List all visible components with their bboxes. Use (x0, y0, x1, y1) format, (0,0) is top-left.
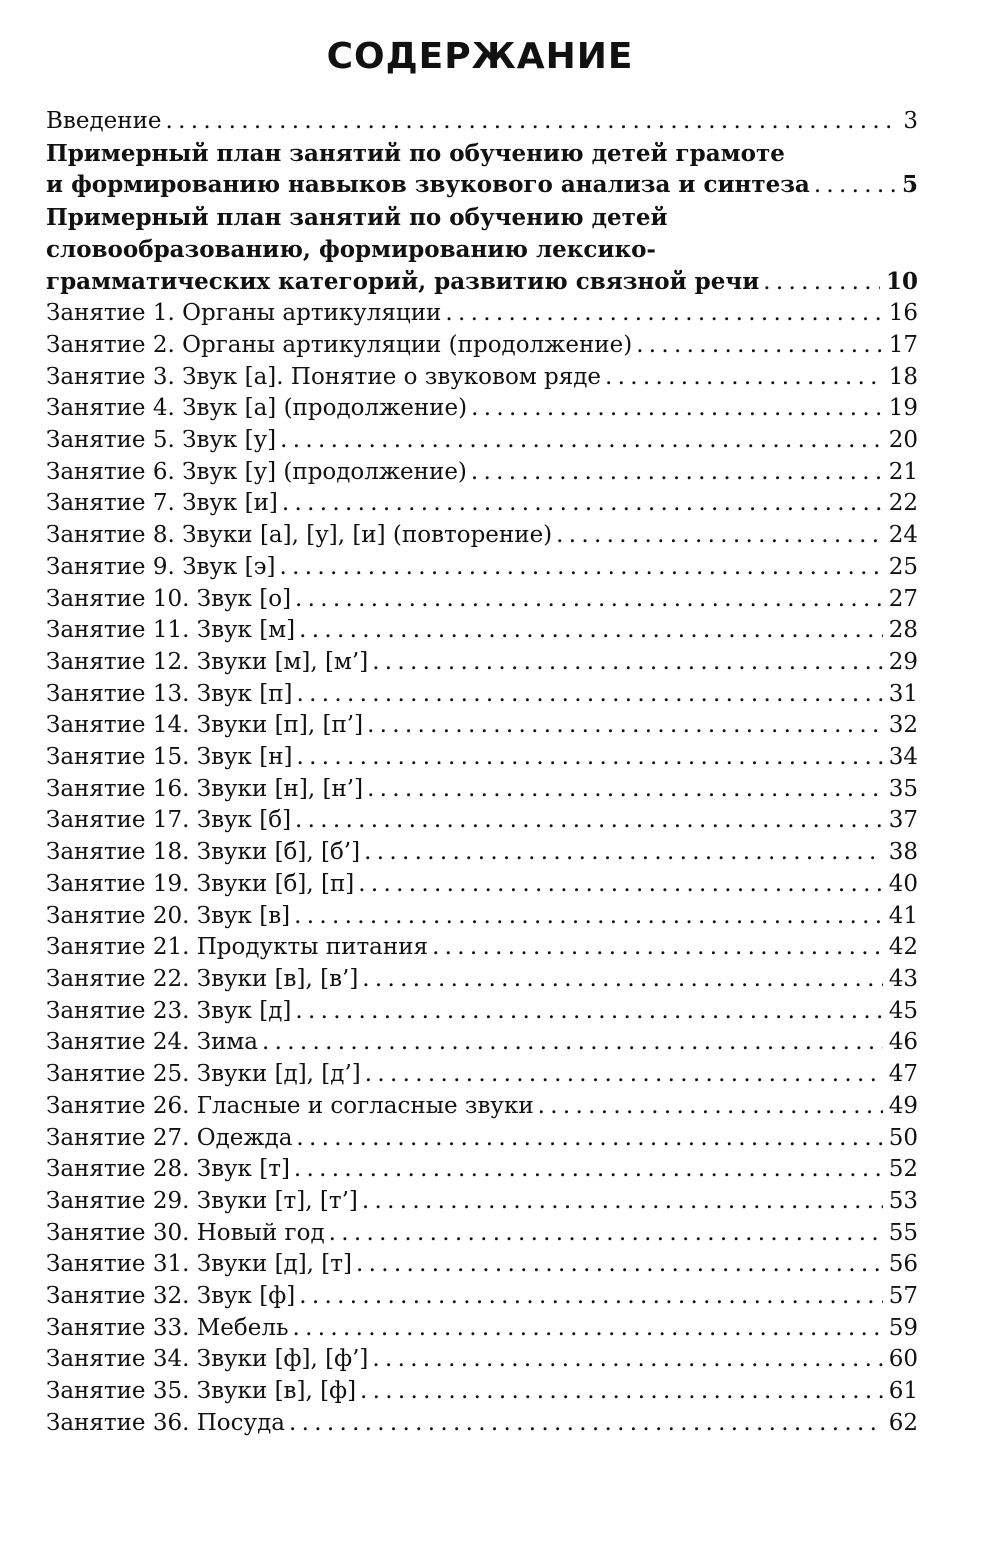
toc-entry-lesson[interactable] (46, 1027, 918, 1059)
toc-entry-lesson[interactable] (46, 805, 918, 837)
toc-entry-text: Занятие 30. Новый год (46, 1219, 325, 1246)
dot-leader (297, 679, 883, 711)
toc-entry-lesson[interactable] (46, 362, 918, 394)
toc-entry-text: Занятие 5. Звук [у] (46, 427, 277, 454)
toc-entry-text: Занятие 2. Органы артикуляции (продолжение) (46, 331, 633, 358)
toc-page-number: 3 (903, 108, 918, 134)
toc-entry-lesson[interactable] (46, 710, 918, 742)
dot-leader (445, 298, 882, 330)
toc-entry-text: Занятие 17. Звук [б] (46, 807, 292, 834)
toc-entry-text: и формированию навыков звукового анализа и синтеза (46, 171, 810, 199)
dot-leader (364, 837, 883, 869)
dot-leader (365, 1059, 883, 1091)
toc-entry-text: Занятие 8. Звуки [а], [у], [и] (повторение) (46, 522, 553, 549)
toc-page-number: 56 (888, 1251, 918, 1278)
dot-leader (556, 520, 883, 552)
toc-page-number: 20 (888, 427, 918, 454)
toc-entry-text: Занятие 32. Звук [ф] (46, 1283, 296, 1310)
toc-page-number: 53 (888, 1187, 918, 1214)
toc-entry-lesson[interactable] (46, 1154, 918, 1186)
toc-entry-text: Занятие 31. Звуки [д], [т] (46, 1251, 352, 1278)
toc-entry-text: Занятие 3. Звук [а]. Понятие о звуковом ряде (46, 363, 602, 390)
toc-entry-lesson[interactable] (46, 1344, 918, 1376)
toc-entry-lesson[interactable] (46, 774, 918, 806)
toc-page-number: 28 (888, 617, 918, 644)
toc-entry-intro[interactable] (46, 106, 918, 138)
toc-entry-text: Занятие 24. Зима (46, 1029, 259, 1056)
dot-leader (296, 1123, 882, 1155)
toc-page-number: 10 (885, 267, 918, 295)
toc-page-number: 17 (888, 331, 918, 358)
toc-page-number: 37 (888, 807, 918, 834)
page-title: СОДЕРЖАНИЕ (326, 36, 634, 77)
toc-page-number: 29 (888, 648, 918, 675)
toc-entry-text: Занятие 20. Звук [в] (46, 902, 291, 929)
toc-entry-lesson[interactable] (46, 1249, 918, 1281)
toc-entry-lesson[interactable] (46, 425, 918, 457)
dot-leader (329, 1218, 883, 1250)
toc-entry-text: Занятие 15. Звук [н] (46, 744, 293, 771)
toc-entry-text: Занятие 11. Звук [м] (46, 617, 296, 644)
toc-entry-lesson[interactable] (46, 837, 918, 869)
toc-entry-lesson[interactable] (46, 1186, 918, 1218)
dot-leader (280, 425, 883, 457)
toc-page-number: 18 (888, 363, 918, 390)
toc-entry-lesson[interactable] (46, 298, 918, 330)
dot-leader (372, 1344, 882, 1376)
dot-leader (538, 1091, 883, 1123)
toc-entry-lesson[interactable] (46, 1408, 918, 1440)
dot-leader (295, 805, 883, 837)
toc-entry-text: Занятие 14. Звуки [п], [п’] (46, 712, 364, 739)
toc-entry-plan2-line1[interactable]: Примерный план занятий по обучению детей (46, 204, 668, 232)
toc-entry-plan1[interactable] (46, 169, 918, 202)
toc-entry-text: Занятие 27. Одежда (46, 1124, 293, 1151)
toc-page-number: 16 (888, 300, 918, 327)
toc-page-number: 41 (888, 902, 918, 929)
toc-entry-lesson[interactable] (46, 393, 918, 425)
dot-leader (367, 774, 883, 806)
toc-entry-text: Введение (46, 108, 162, 134)
toc-entry-text: Занятие 1. Органы артикуляции (46, 300, 442, 327)
toc-entry-plan2[interactable] (46, 266, 918, 299)
toc-page-number: 42 (888, 934, 918, 961)
dot-leader (763, 267, 880, 299)
toc-entry-text: Занятие 6. Звук [у] (продолжение) (46, 458, 467, 485)
toc-entry-text: Занятие 28. Звук [т] (46, 1156, 290, 1183)
toc-entry-plan2-line2[interactable]: словообразованию, формированию лексико- (46, 235, 656, 263)
dot-leader (166, 106, 898, 138)
toc-page-number: 24 (888, 522, 918, 549)
dot-leader (432, 932, 883, 964)
toc-entry-text: Занятие 7. Звук [и] (46, 490, 278, 517)
toc-entry-text: Занятие 13. Звук [п] (46, 680, 293, 707)
dot-leader (360, 1376, 883, 1408)
toc-entry-text: Занятие 12. Звуки [м], [м’] (46, 648, 369, 675)
dot-leader (294, 1154, 883, 1186)
toc-page-number: 22 (888, 490, 918, 517)
toc-page-number: 35 (888, 775, 918, 802)
toc-entry-lesson[interactable] (46, 901, 918, 933)
toc-page-number: 5 (901, 171, 918, 199)
toc-entry-lesson[interactable] (46, 679, 918, 711)
dot-leader (295, 996, 882, 1028)
toc-page-number: 45 (888, 997, 918, 1024)
dot-leader (372, 647, 883, 679)
toc-entry-lesson[interactable] (46, 1376, 918, 1408)
toc-entry-text: Занятие 10. Звук [о] (46, 585, 292, 612)
dot-leader (471, 457, 883, 489)
toc-entry-lesson[interactable] (46, 457, 918, 489)
toc-entry-lesson[interactable] (46, 932, 918, 964)
toc-page-number: 25 (888, 553, 918, 580)
toc-entry-lesson[interactable] (46, 869, 918, 901)
toc-entry-lesson[interactable] (46, 488, 918, 520)
dot-leader (362, 964, 882, 996)
dot-leader (356, 1249, 883, 1281)
toc-page-number: 52 (888, 1156, 918, 1183)
toc-entry-lesson[interactable] (46, 742, 918, 774)
toc-page-number: 31 (888, 680, 918, 707)
toc-entry-text: Занятие 22. Звуки [в], [в’] (46, 965, 359, 992)
dot-leader (262, 1027, 883, 1059)
toc-entry-text: Занятие 35. Звуки [в], [ф] (46, 1378, 357, 1405)
toc-page-number: 62 (888, 1409, 918, 1436)
toc-entry-lesson[interactable] (46, 1091, 918, 1123)
toc-entry-text: Занятие 33. Мебель (46, 1314, 289, 1341)
toc-entry-lesson[interactable] (46, 1059, 918, 1091)
toc-page-number: 43 (888, 965, 918, 992)
toc-page-number: 57 (888, 1283, 918, 1310)
toc-entry-plan1-line1[interactable]: Примерный план занятий по обучению детей грамоте (46, 139, 785, 167)
dot-leader (362, 1186, 883, 1218)
toc-entry-text: Занятие 26. Гласные и согласные звуки (46, 1092, 534, 1119)
dot-leader (293, 1313, 883, 1345)
toc-entry-lesson[interactable] (46, 964, 918, 996)
toc-page-number: 50 (888, 1124, 918, 1151)
dot-leader (289, 1408, 883, 1440)
toc-page-number: 32 (888, 712, 918, 739)
toc-page-number: 34 (888, 744, 918, 771)
toc-page-number: 27 (888, 585, 918, 612)
toc-page-number: 38 (888, 839, 918, 866)
toc-entry-lesson[interactable] (46, 1218, 918, 1250)
dot-leader (471, 393, 883, 425)
toc-page-number: 40 (888, 870, 918, 897)
toc-entry-text: Занятие 16. Звуки [н], [н’] (46, 775, 364, 802)
toc-entry-text: Занятие 25. Звуки [д], [д’] (46, 1061, 361, 1088)
toc-entry-lesson[interactable] (46, 647, 918, 679)
dot-leader (282, 488, 883, 520)
toc-entry-text: Занятие 34. Звуки [ф], [ф’] (46, 1346, 369, 1373)
toc-entry-text: Занятие 29. Звуки [т], [т’] (46, 1187, 358, 1214)
dot-leader (294, 901, 883, 933)
toc-entry-lesson[interactable] (46, 1313, 918, 1345)
dot-leader (299, 615, 883, 647)
toc-entry-lesson[interactable] (46, 1123, 918, 1155)
dot-leader (367, 710, 883, 742)
toc-entry-text: Занятие 36. Посуда (46, 1409, 285, 1436)
toc-entry-text: Занятие 18. Звуки [б], [б’] (46, 839, 361, 866)
toc-page-number: 19 (888, 395, 918, 422)
dot-leader (358, 869, 882, 901)
toc-entry-lesson[interactable] (46, 1281, 918, 1313)
toc-page-number: 46 (888, 1029, 918, 1056)
dot-leader (297, 742, 883, 774)
toc-entry-lesson[interactable] (46, 584, 918, 616)
toc-page-number: 49 (888, 1092, 918, 1119)
dot-leader (814, 170, 896, 202)
dot-leader (636, 330, 883, 362)
toc-entry-lesson[interactable] (46, 330, 918, 362)
table-of-contents (46, 106, 918, 1440)
toc-entry-lesson[interactable] (46, 615, 918, 647)
dot-leader (295, 584, 883, 616)
toc-entry-text: Занятие 9. Звук [э] (46, 553, 276, 580)
toc-entry-text: грамматических категорий, развитию связной речи (46, 267, 760, 295)
toc-entry-lesson[interactable] (46, 996, 918, 1028)
toc-entry-text: Занятие 19. Звуки [б], [п] (46, 870, 355, 897)
toc-page-number: 55 (888, 1219, 918, 1246)
toc-page-number: 59 (888, 1314, 918, 1341)
toc-page-number: 47 (888, 1061, 918, 1088)
dot-leader (279, 552, 882, 584)
dot-leader (299, 1281, 883, 1313)
toc-page-number: 61 (888, 1378, 918, 1405)
toc-page-number: 60 (888, 1346, 918, 1373)
toc-entry-lesson[interactable] (46, 552, 918, 584)
toc-page-number: 21 (888, 458, 918, 485)
toc-entry-lesson[interactable] (46, 520, 918, 552)
toc-entry-text: Занятие 21. Продукты питания (46, 934, 429, 961)
dot-leader (605, 362, 883, 394)
toc-entry-text: Занятие 23. Звук [д] (46, 997, 292, 1024)
toc-entry-text: Занятие 4. Звук [а] (продолжение) (46, 395, 468, 422)
